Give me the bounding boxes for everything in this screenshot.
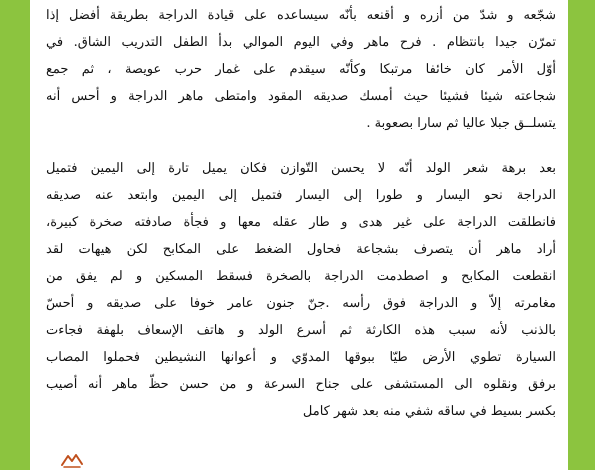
text-line: تمرّن جيدا بانتظام . فرح ماهر وفي اليوم الموالي بدأ الطفل التدريب الشاق. في	[46, 35, 556, 50]
text-line: مغامرته إلاّ و الدراجة فوق رأسه .جنّ جنون عامر خوفا على صديقه و أحسّ	[46, 296, 556, 311]
text-line: بعد برهة شعر الولد أنّه لا يحسن التّوازن فكان يميل تارة إلى اليمين فتميل	[46, 161, 556, 176]
right-green-border	[568, 0, 595, 470]
text-line: انقطعت المكابح و اصطدمت الدراجة بالصخرة فسقط المسكين و لم يفق من	[46, 269, 556, 284]
left-green-border	[0, 0, 30, 470]
text-line: بالذنب لأنه سبب هذه الكارثة ثم أسرع الولد و هاتف الإسعاف بلهفة فجاءت	[46, 323, 556, 338]
text-line: بكسر بسيط في ساقه شفي منه بعد شهر كامل	[302, 404, 556, 419]
text-line: السيارة تطوي الأرض طيّا ببوقها المدوّي و أعوانها النشيطين فحملوا المصاب	[46, 350, 556, 365]
text-line: الدراجة نحو اليسار و طورا إلى اليسار فتميل إلى اليمين وابتعد عنه صديقه	[46, 188, 556, 203]
pencil-doodle-icon	[60, 452, 84, 468]
text-line: شجاعته شيئا فشيئا حيث أمسك صديقه المقود وامتطى ماهر الدراجة و أحس أنه	[46, 89, 556, 104]
text-line: أراد ماهر أن يتصرف بشجاعة فحاول الضغط على المكابح لكن هيهات لقد	[46, 242, 556, 257]
text-line: فانطلقت الدراجة على غير هدى و طار عقله معها و فجأة صادفته صخرة كبيرة،	[46, 215, 556, 230]
story-text	[46, 2, 556, 425]
text-line: شجّعه و شدّ من أزره و أقنعه بأنّه سيساعده على قيادة الدراجة بطريقة أفضل إذا	[46, 8, 556, 23]
paragraph-gap	[46, 137, 556, 155]
paragraph-1	[46, 2, 556, 137]
paragraph-2	[46, 155, 556, 425]
text-line: برفق ونقلوه الى المستشفى على جناح السرعة و من حسن حظّ ماهر أنه أصيب	[46, 377, 556, 392]
text-line: يتسلــق جبلا عاليا ثم سارا بصعوبة .	[366, 116, 556, 131]
text-line: أوّل الأمر كان خائفا مرتبكا وكأنّه سيقدم على غمار حرب عويصة ، ثم جمع	[46, 62, 556, 77]
